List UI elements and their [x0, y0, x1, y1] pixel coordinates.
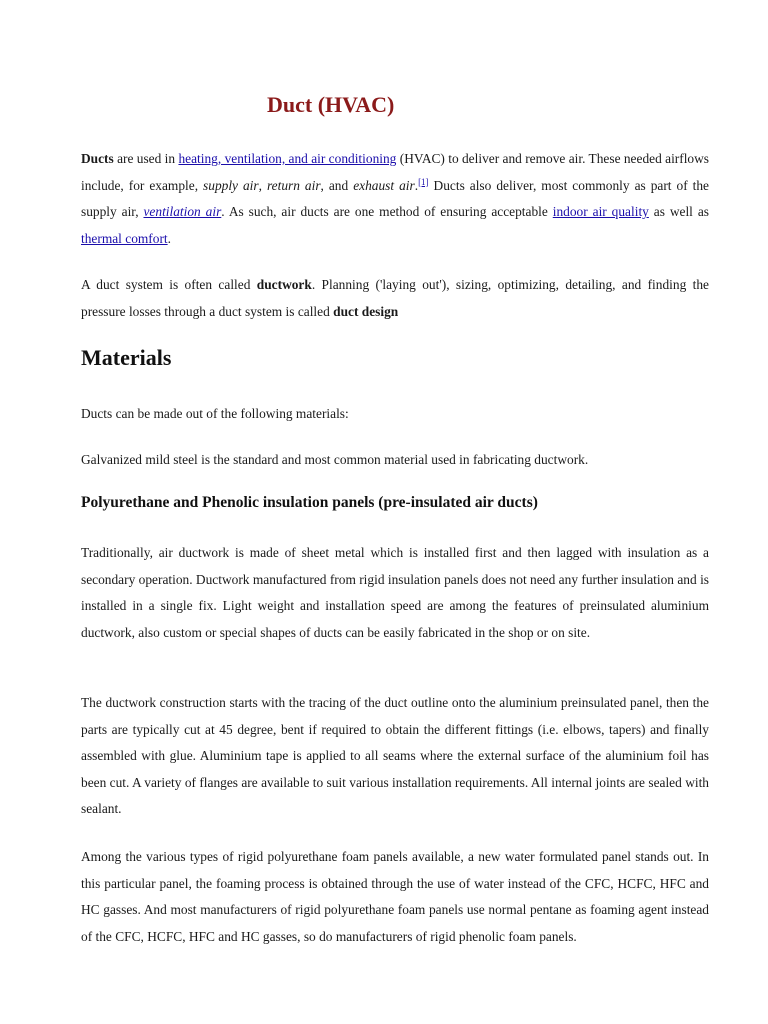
intro-text-8: as well as — [648, 204, 709, 219]
intro-text-9: . — [167, 230, 171, 246]
supply-air-term: supply air — [203, 177, 259, 193]
duct-design-term: duct design — [333, 303, 399, 319]
panels-paragraph-1: Traditionally, air ductwork is made of sheet metal which is installed first and then lagged with insulation as a secondary operation. Ductwork manufactured from rigid insulation panels does not need any further insulation and is installed in a single fix. Light weight and installation speed are among the features of preinsulated aluminium ductwork, also custom or special shapes of ducts can be easily fabricated in the shop or on site. — [81, 545, 709, 640]
intro-text-5: . — [414, 177, 419, 193]
ductwork-text-2: . Planning ('laying out'), sizing, optimizing, detailing, and finding the pressure losses through a duct system is called — [81, 277, 709, 319]
intro-text-6: Ducts also deliver, most commonly as part of the supply air, — [81, 177, 709, 219]
ductwork-term: ductwork — [256, 277, 312, 292]
link-ventilation-air[interactable] — [143, 204, 221, 219]
intro-paragraph — [81, 146, 709, 252]
page-title: Duct (HVAC) — [267, 92, 395, 117]
link-thermal-comfort[interactable]: thermal comfort — [81, 230, 168, 246]
intro-text-7: . As such, air ducts are one method of ensuring acceptable — [221, 204, 553, 219]
link-indoor-air-quality[interactable]: indoor air quality — [552, 204, 649, 219]
materials-intro-paragraph: Ducts can be made out of the following materials: — [81, 406, 349, 421]
ductwork-paragraph — [81, 272, 709, 325]
exhaust-air-term: exhaust air — [353, 177, 415, 193]
link-hvac[interactable]: heating, ventilation, and air conditioning — [178, 151, 397, 166]
panels-paragraph-2: The ductwork construction starts with the tracing of the duct outline onto the aluminium preinsulated panel, then the parts are typically cut at 45 degree, bent if required to obtain the different fittings (i.e. elbows, tapers) and finally assembled with glue. Aluminium tape is applied to all seams where the external surface of the aluminium foil has been cut. A variety of flanges are available to suit various installation requirements. All internal joints are sealed with sealant. — [81, 695, 709, 816]
ducts-term: Ducts — [81, 151, 114, 166]
intro-text-3: , — [258, 177, 267, 193]
return-air-term: return air — [266, 177, 321, 193]
panels-paragraph-3: Among the various types of rigid polyurethane foam panels available, a new water formulated panel stands out. In this particular panel, the foaming process is obtained through the use of water instead of the CFC, HCFC, HFC and HC gasses. And most manufacturers of rigid polyurethane foam panels use normal pentane as foaming agent instead of the CFC, HCFC, HFC and HC gasses, so do manufacturers of rigid phenolic foam panels. — [81, 849, 709, 944]
panels-heading: Polyurethane and Phenolic insulation panels (pre-insulated air ducts) — [81, 494, 538, 511]
intro-text-2: (HVAC) to deliver and remove air. These needed airflows include, for example, — [81, 151, 710, 193]
link-ventilation-air-text: ventilation air — [143, 204, 222, 219]
reference-link-1[interactable]: [1] — [418, 176, 429, 187]
galvanized-paragraph: Galvanized mild steel is the standard and most common material used in fabricating ductwork. — [81, 452, 589, 467]
intro-text-4: , and — [320, 177, 354, 193]
intro-text-1: are used in — [113, 151, 179, 166]
ductwork-text-1: A duct system is often called — [81, 277, 257, 292]
materials-heading: Materials — [81, 345, 172, 370]
